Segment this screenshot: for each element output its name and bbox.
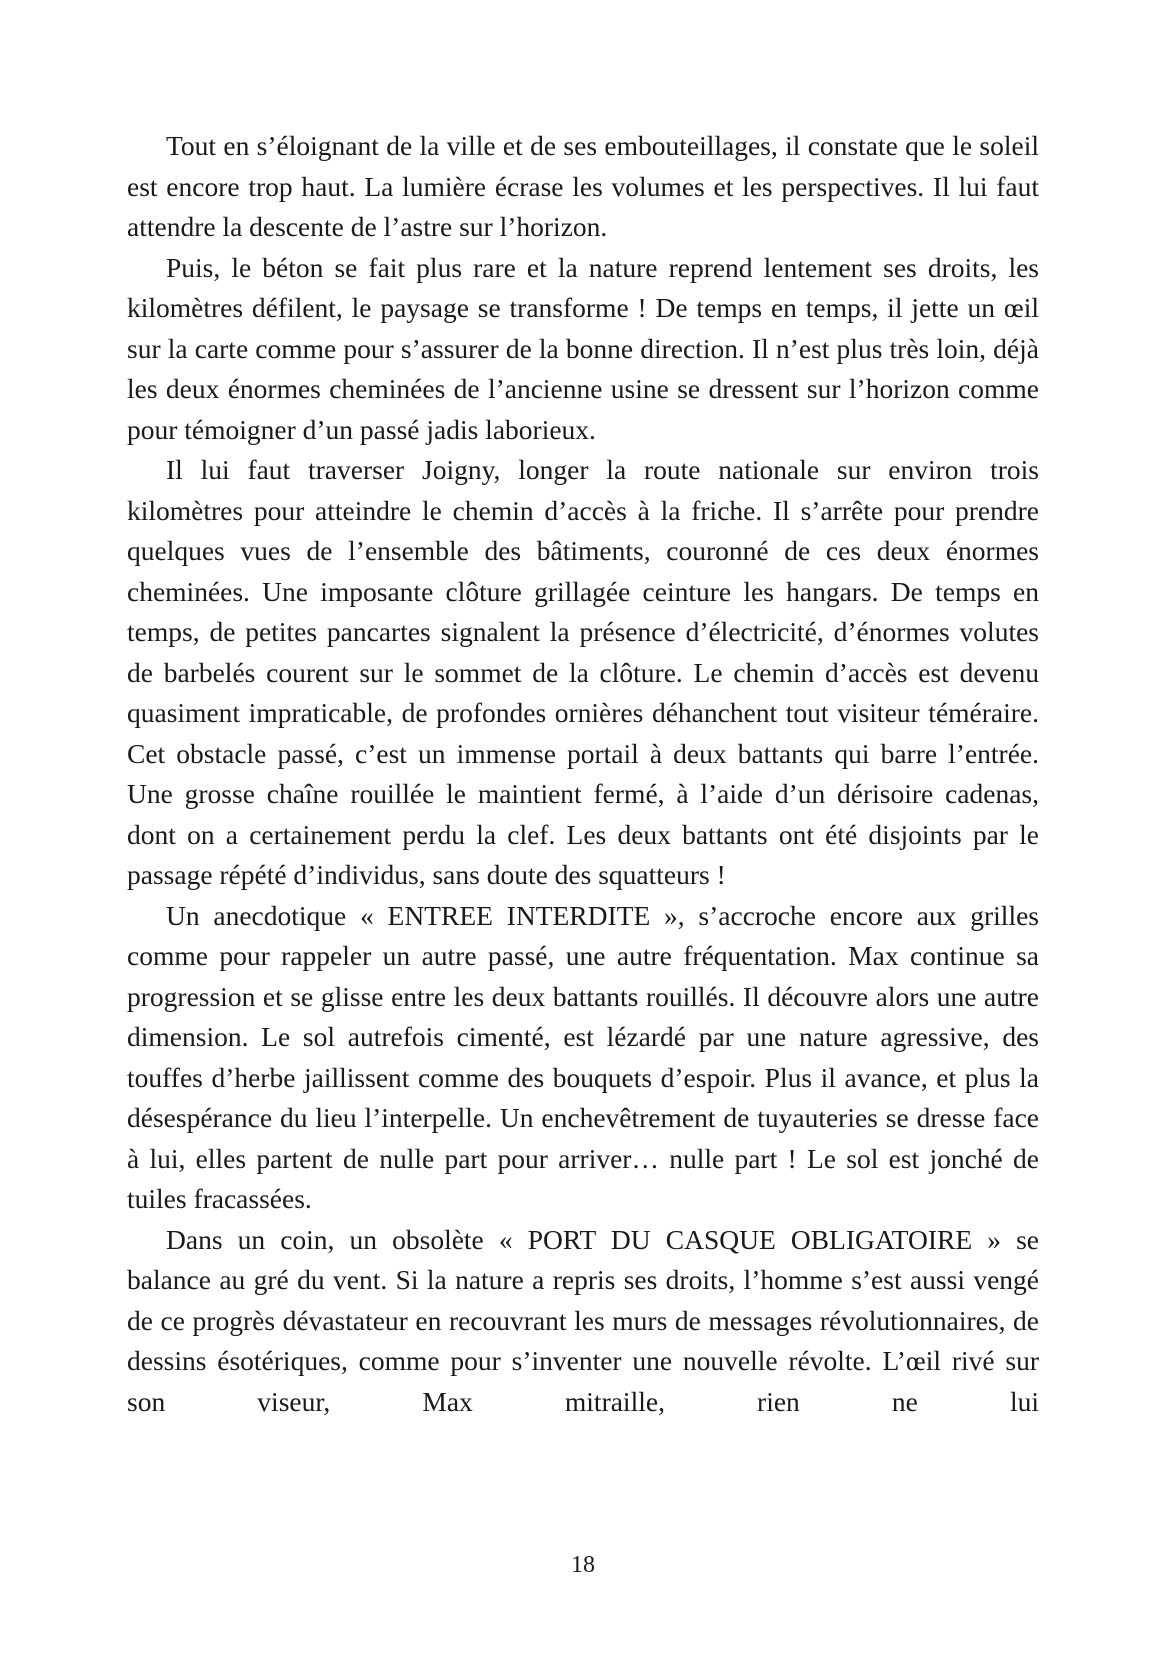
paragraph-5: Dans un coin, un obsolète « PORT DU CASQUE OBLIGATOIRE » se balance au gré du vent. Si la nature a repris ses droits, l’homme s’est aussi vengé de ce progrès dévastateur en recouvrant les murs de messages révolutionnaires, de dessins ésotériques, comme pour s’inventer une nouvelle révolte. L’œil rivé sur son viseur, Max mitraille, rien ne lui (127, 1223, 1039, 1417)
paragraph-3: Il lui faut traverser Joigny, longer la route nationale sur environ trois kilomètres pour atteindre le chemin d’accès à la friche. Il s’arrête pour prendre quelques vues de l’ensemble des bâtiments, couronné de ces deux énormes cheminées. Une imposante clôture grillagée ceinture les hangars. De temps en temps, de petites pancartes signalent la présence d’électricité, d’énormes volutes de barbelés courent sur le sommet de la clôture. Le chemin d’accès est devenu quasiment impraticable, de profondes ornières déhanchent tout visiteur téméraire. Cet obstacle passé, c’est un immense portail à deux battants qui barre l’entrée. Une grosse chaîne rouillée le maintient fermé, à l’aide d’un dérisoire cadenas, dont on a certainement perdu la clef. Les deux battants ont été disjoints par le passage répété d’individus, sans doute des squatteurs ! (127, 454, 1039, 890)
body-text (127, 126, 1039, 1422)
paragraph-4: Un anecdotique « ENTREE INTERDITE », s’accroche encore aux grilles comme pour rappeler un autre passé, une autre fréquentation. Max continue sa progression et se glisse entre les deux battants rouillés. Il découvre alors une autre dimension. Le sol autrefois cimenté, est lézardé par une nature agressive, des touffes d’herbe jaillissent comme des bouquets d’espoir. Plus il avance, et plus la désespérance du lieu l’interpelle. Un enchevêtrement de tuyauteries se dresse face à lui, elles partent de nulle part pour arriver… nulle part ! Le sol est jonché de tuiles fracassées. (127, 899, 1039, 1214)
paragraph-1: Tout en s’éloignant de la ville et de ses embouteillages, il constate que le soleil est encore trop haut. La lumière écrase les volumes et les perspectives. Il lui faut attendre la descente de l’astre sur l’horizon. (127, 130, 1039, 242)
page-number: 18 (571, 1552, 595, 1578)
paragraph-2: Puis, le béton se fait plus rare et la nature reprend lentement ses droits, les kilomètres défilent, le paysage se transforme ! De temps en temps, il jette un œil sur la carte comme pour s’assurer de la bonne direction. Il n’est plus très loin, déjà les deux énormes cheminées de l’ancienne usine se dressent sur l’horizon comme pour témoigner d’un passé jadis laborieux. (127, 251, 1039, 445)
